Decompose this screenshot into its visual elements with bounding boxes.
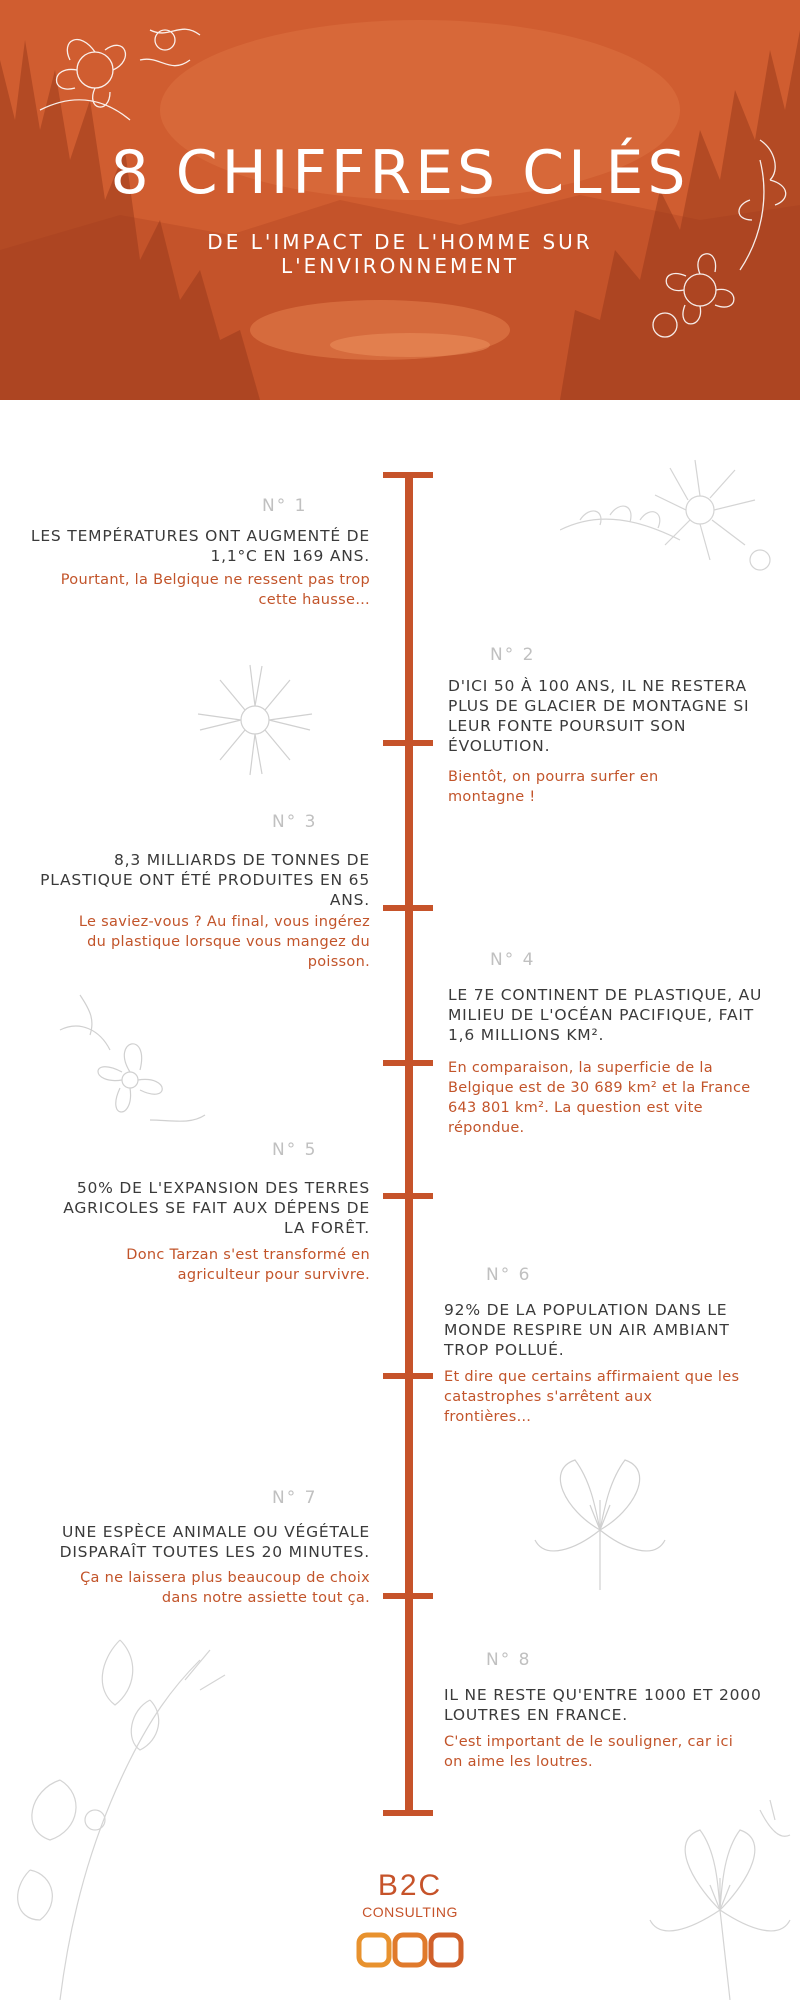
fact-2-text: D'ICI 50 À 100 ANS, IL NE RESTERA PLUS DE GLACIER DE MONTAGNE SI LEUR FONTE POURSUIT SON ÉVOLUTION. [448, 677, 750, 755]
timeline-tick [383, 1810, 433, 1816]
timeline-tick [383, 740, 433, 746]
fact-2-note: Bientôt, on pourra surfer en montagne ! [448, 769, 659, 805]
fact-1-number: N° 1 [262, 496, 308, 516]
fact-3-text: 8,3 MILLIARDS DE TONNES DE PLASTIQUE ONT ÉTÉ PRODUITES EN 65 ANS. [40, 851, 370, 909]
fact-5-text: 50% DE L'EXPANSION DES TERRES AGRICOLES SE FAIT AUX DÉPENS DE LA FORÊT. [63, 1179, 370, 1237]
timeline-axis [405, 472, 413, 1814]
fact-6-number: N° 6 [486, 1265, 532, 1285]
timeline-tick [383, 1373, 433, 1379]
hibiscus-flower-icon [40, 990, 210, 1130]
logo-boxes-icon [356, 1932, 466, 1972]
timeline-tick [383, 1193, 433, 1199]
fact-4-note: En comparaison, la superficie de la Belgique est de 30 689 km² et la France 643 801 km². La question est vite répondue. [448, 1060, 751, 1136]
fact-7-note: Ça ne laissera plus beaucoup de choix dans notre assiette tout ça. [80, 1570, 370, 1606]
page-subtitle: DE L'IMPACT DE L'HOMME SUR L'ENVIRONNEMENT [207, 230, 593, 278]
fact-2-number: N° 2 [490, 645, 536, 665]
fact-8-number: N° 8 [486, 1650, 532, 1670]
fact-3-number: N° 3 [272, 812, 318, 832]
logo-consulting: CONSULTING [362, 1904, 458, 1920]
logo-b2c: B2C [377, 1869, 443, 1902]
fact-6-text: 92% DE LA POPULATION DANS LE MONDE RESPIRE UN AIR AMBIANT TROP POLLUÉ. [444, 1301, 730, 1359]
decorative-flower-icon [560, 450, 790, 610]
fact-1-note: Pourtant, la Belgique ne ressent pas trop cette hausse… [60, 572, 370, 608]
fact-3-note: Le saviez-vous ? Au final, vous ingérez du plastique lorsque vous mangez du poisson. [78, 914, 370, 970]
fact-1-text: LES TEMPÉRATURES ONT AUGMENTÉ DE 1,1°C EN 169 ANS. [30, 527, 370, 565]
fact-4-text: LE 7E CONTINENT DE PLASTIQUE, AU MILIEU DE L'OCÉAN PACIFIQUE, FAIT 1,6 MILLIONS KM². [448, 986, 763, 1044]
lily-branch-icon [640, 1790, 800, 2000]
page-title: 8 CHIFFRES CLÉS [110, 138, 690, 208]
fact-5-number: N° 5 [272, 1140, 318, 1160]
timeline-tick [383, 472, 433, 478]
daisy-flower-icon [190, 660, 320, 780]
timeline-tick [383, 1060, 433, 1066]
timeline-tick [383, 1593, 433, 1599]
fact-7-text: UNE ESPÈCE ANIMALE OU VÉGÉTALE DISPARAÎT TOUTES LES 20 MINUTES. [59, 1523, 370, 1561]
fact-6-note: Et dire que certains affirmaient que les catastrophes s'arrêtent aux frontières… [444, 1369, 740, 1425]
company-logo [350, 1870, 470, 1980]
fact-8-note: C'est important de le souligner, car ici on aime les loutres. [444, 1734, 734, 1770]
hero-banner [0, 0, 800, 400]
lily-flower-icon [525, 1450, 675, 1600]
fact-5-note: Donc Tarzan s'est transformé en agriculteur pour survivre. [126, 1247, 370, 1283]
fact-8-text: IL NE RESTE QU'ENTRE 1000 ET 2000 LOUTRES EN FRANCE. [444, 1686, 762, 1724]
fact-4-number: N° 4 [490, 950, 536, 970]
timeline-tick [383, 905, 433, 911]
fact-7-number: N° 7 [272, 1488, 318, 1508]
branch-flower-icon [0, 1620, 230, 2000]
